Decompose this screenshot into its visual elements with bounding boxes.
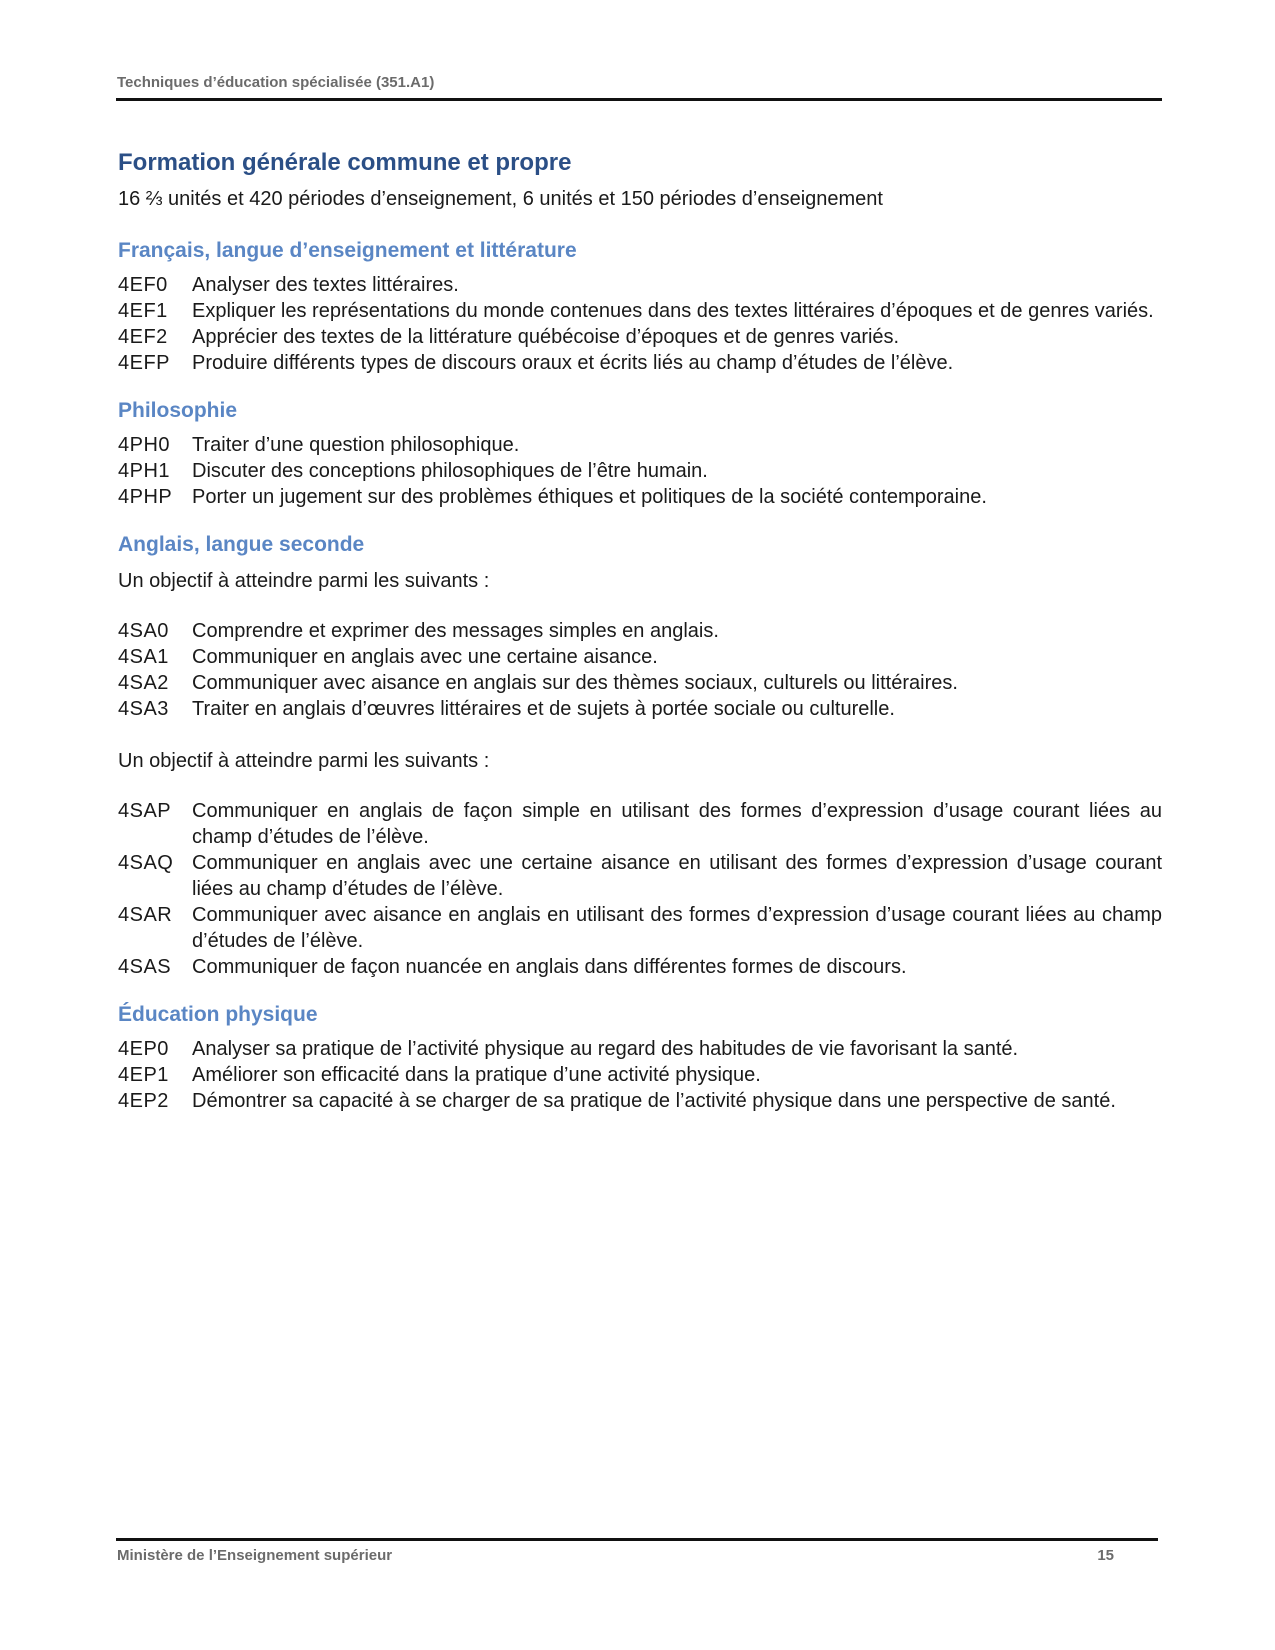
- objective-code: 4EF0: [118, 274, 168, 296]
- objective-item: [118, 850, 1162, 902]
- choice-instruction: Un objectif à atteindre parmi les suivants :: [118, 570, 490, 592]
- objective-text: Discuter des conceptions philosophiques de l’être humain.: [192, 460, 708, 482]
- program-title: Techniques d’éducation spécialisée (351.A1): [117, 74, 435, 91]
- objective-item: [118, 798, 1162, 850]
- objective-code: 4EP1: [118, 1064, 169, 1086]
- objective-code: 4EP2: [118, 1090, 169, 1112]
- objective-code: 4SAR: [118, 904, 173, 926]
- objective-item: [118, 350, 1162, 376]
- objective-list-anglais-2: [118, 798, 1162, 980]
- objective-list-anglais-1: [118, 618, 1162, 722]
- objective-text: Communiquer en anglais avec une certaine aisance.: [192, 646, 658, 668]
- objective-item: [118, 954, 1162, 980]
- objective-item: [118, 696, 1162, 722]
- objective-item: [118, 432, 1162, 458]
- objective-item: [118, 1036, 1162, 1062]
- objective-code: 4EF2: [118, 326, 168, 348]
- objective-list-francais: [118, 272, 1162, 376]
- section-anglais: [118, 530, 1162, 980]
- objective-item: [118, 324, 1162, 350]
- objective-code: 4SA2: [118, 672, 169, 694]
- objective-text: Analyser sa pratique de l’activité physique au regard des habitudes de vie favorisant la santé.: [192, 1038, 1019, 1060]
- section-education-physique: [118, 1000, 1162, 1114]
- ministry-name: Ministère de l’Enseignement supérieur: [117, 1547, 393, 1564]
- objective-text: Analyser des textes littéraires.: [192, 274, 459, 296]
- objective-text: Expliquer les représentations du monde contenues dans des textes littéraires d’époques et de genres variés.: [192, 300, 1154, 322]
- objective-item: [118, 1062, 1162, 1088]
- objective-code: 4PH1: [118, 460, 171, 482]
- objective-item: [118, 1088, 1162, 1114]
- objective-text: Démontrer sa capacité à se charger de sa pratique de l’activité physique dans une perspective de santé.: [192, 1090, 1116, 1112]
- section-title-francais: Français, langue d’enseignement et littérature: [118, 239, 577, 262]
- objective-code: 4PHP: [118, 486, 173, 508]
- objective-item: [118, 458, 1162, 484]
- page-content: [118, 146, 1162, 1114]
- objective-text: Produire différents types de discours oraux et écrits liés au champ d’études de l’élève.: [192, 352, 954, 374]
- page-number: 15: [1097, 1547, 1114, 1564]
- objective-code: 4EFP: [118, 352, 171, 374]
- objective-item: [118, 618, 1162, 644]
- objective-code: 4SAP: [118, 800, 172, 822]
- choice-instruction: Un objectif à atteindre parmi les suivants :: [118, 750, 490, 772]
- objective-text: Porter un jugement sur des problèmes éthiques et politiques de la société contemporaine.: [192, 486, 987, 508]
- objective-code: 4EP0: [118, 1038, 169, 1060]
- objective-code: 4SA3: [118, 698, 169, 720]
- section-title-anglais: Anglais, langue seconde: [118, 533, 365, 556]
- objective-item: [118, 484, 1162, 510]
- objective-text: Communiquer en anglais avec une certaine aisance en utilisant des formes d’expression d’usage courant liées au champ d’études de l’élève.: [192, 852, 1162, 900]
- objective-text: Communiquer avec aisance en anglais sur des thèmes sociaux, culturels ou littéraires.: [192, 672, 958, 694]
- page-footer: [116, 1538, 1158, 1581]
- objective-text: Communiquer de façon nuancée en anglais dans différentes formes de discours.: [192, 956, 907, 978]
- objective-item: [118, 644, 1162, 670]
- objective-text: Traiter d’une question philosophique.: [192, 434, 520, 456]
- objective-item: [118, 670, 1162, 696]
- section-francais: [118, 236, 1162, 376]
- objective-text: Apprécier des textes de la littérature québécoise d’époques et de genres variés.: [192, 326, 900, 348]
- objective-code: 4SAQ: [118, 852, 174, 874]
- objective-code: 4SAS: [118, 956, 172, 978]
- units-summary: 16 ⅔ unités et 420 périodes d’enseignement, 6 unités et 150 périodes d’enseignement: [118, 188, 883, 210]
- page-title: Formation générale commune et propre: [118, 149, 572, 176]
- objective-item: [118, 272, 1162, 298]
- objective-text: Comprendre et exprimer des messages simples en anglais.: [192, 620, 719, 642]
- objective-item: [118, 298, 1162, 324]
- section-philosophie: [118, 396, 1162, 510]
- objective-list-education-physique: [118, 1036, 1162, 1114]
- objective-item: [118, 902, 1162, 954]
- objective-text: Traiter en anglais d’œuvres littéraires et de sujets à portée sociale ou culturelle.: [192, 698, 895, 720]
- objective-list-philosophie: [118, 432, 1162, 510]
- objective-code: 4EF1: [118, 300, 168, 322]
- objective-text: Communiquer avec aisance en anglais en utilisant des formes d’expression d’usage courant liées au champ d’études de l’élève.: [192, 904, 1162, 952]
- objective-code: 4SA1: [118, 646, 169, 668]
- section-title-philosophie: Philosophie: [118, 399, 238, 422]
- page-header: [116, 72, 1162, 101]
- objective-code: 4SA0: [118, 620, 169, 642]
- section-title-education-physique: Éducation physique: [118, 1003, 318, 1026]
- objective-code: 4PH0: [118, 434, 171, 456]
- objective-text: Communiquer en anglais de façon simple en utilisant des formes d’expression d’usage courant liées au champ d’études de l’élève.: [192, 800, 1162, 848]
- objective-text: Améliorer son efficacité dans la pratique d’une activité physique.: [192, 1064, 761, 1086]
